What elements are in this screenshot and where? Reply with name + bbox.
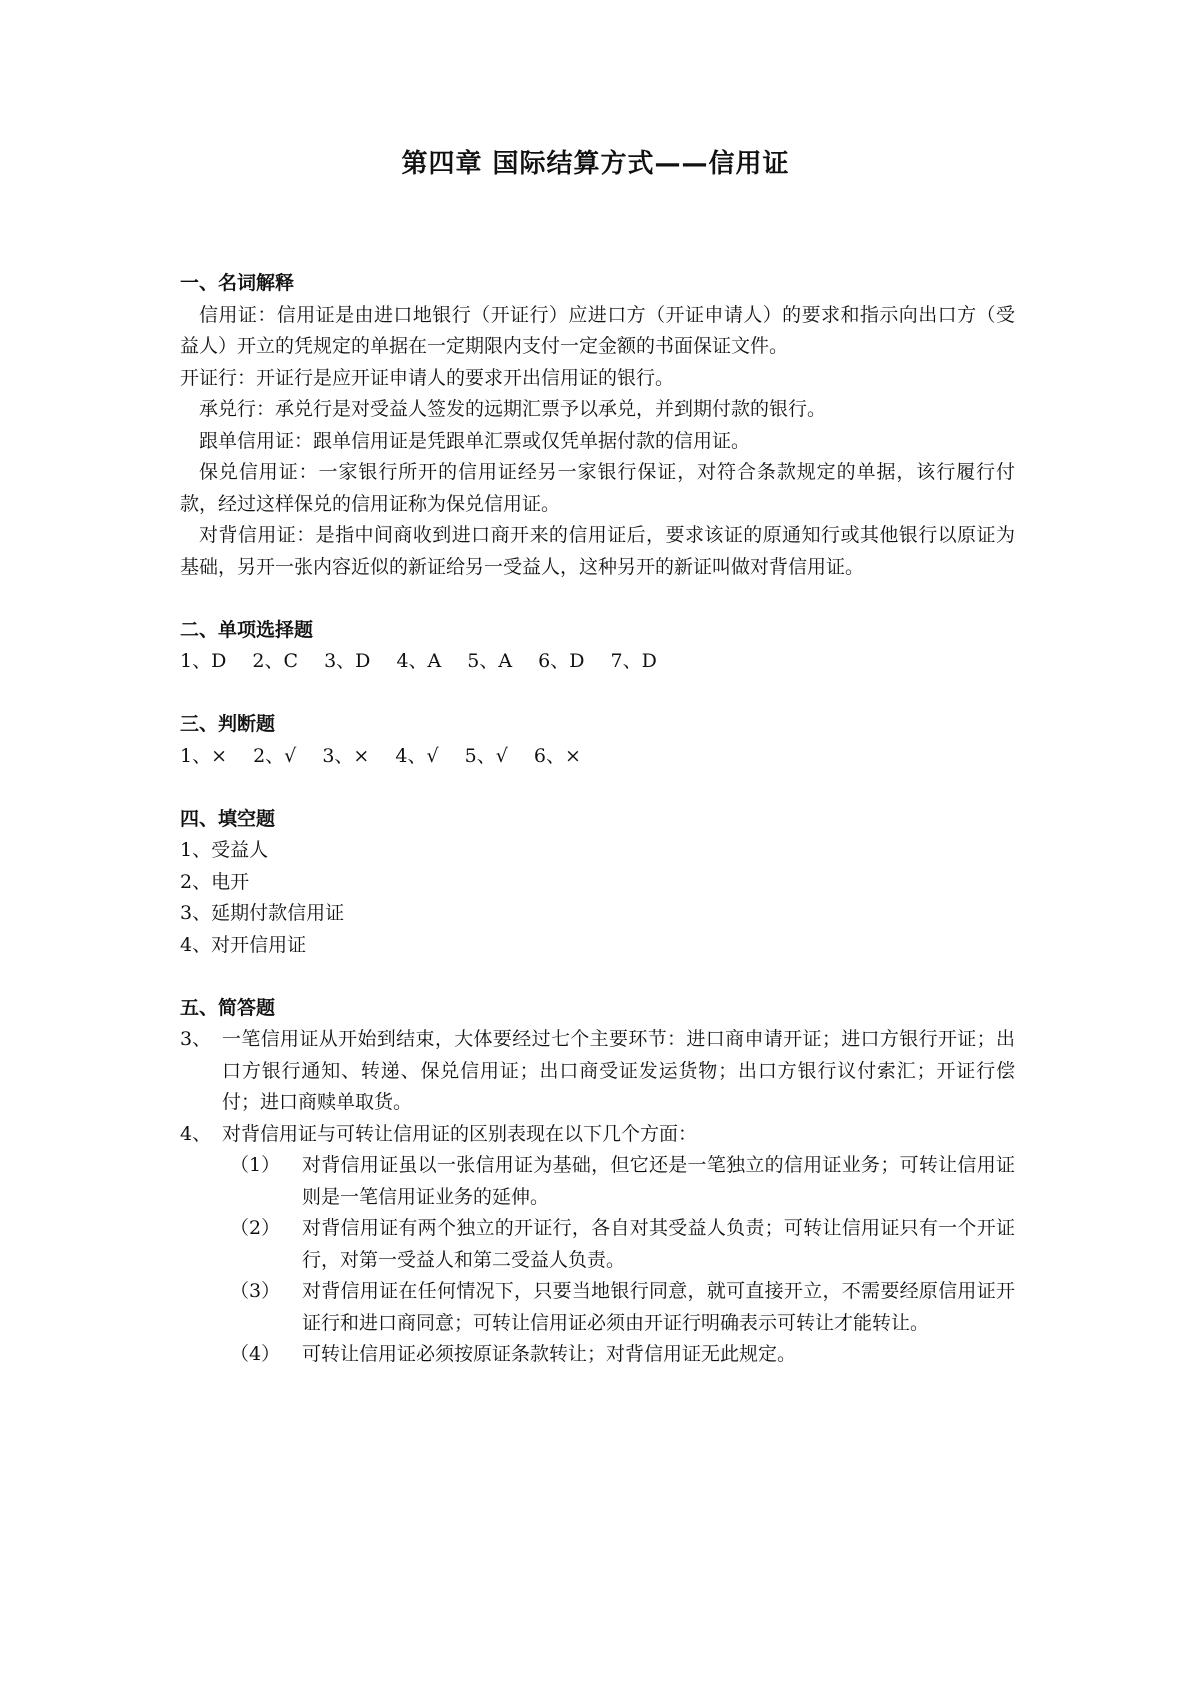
- sub-point-1: [180, 1150, 1015, 1213]
- answer-item: 5、√: [464, 744, 508, 767]
- answer-item: 3、×: [322, 744, 370, 767]
- sub-point-2: [180, 1213, 1015, 1276]
- sub-point-text: 可转让信用证必须按原证条款转让；对背信用证无此规定。: [302, 1343, 797, 1365]
- multiple-choice-answers: [180, 646, 1015, 678]
- answer-item: 5、A: [467, 650, 513, 672]
- answer-item: 7、D: [610, 650, 657, 672]
- definition-confirmed-credit: 保兑信用证：一家银行所开的信用证经另一家银行保证，对符合条款规定的单据，该行履行付款，经过这样保兑的信用证称为保兑信用证。: [180, 461, 1015, 515]
- answer-item: 6、D: [538, 650, 585, 672]
- definition-documentary-credit: 跟单信用证：跟单信用证是凭跟单汇票或仅凭单据付款的信用证。: [199, 429, 751, 452]
- answer-item: 4、√: [395, 744, 439, 767]
- answer-item: 1、D: [180, 650, 227, 672]
- sub-point-number: （2）: [230, 1217, 281, 1239]
- fill-in-answer: 3、延期付款信用证: [180, 902, 345, 924]
- definition-letter-of-credit: 信用证：信用证是由进口地银行（开证行）应进口方（开证申请人）的要求和指示向出口方（受益人）开立的凭规定的单据在一定期限内支付一定金额的书面保证文件。: [180, 303, 1015, 357]
- fill-in-answer: 2、电开: [180, 870, 250, 893]
- definition-back-to-back-credit: 对背信用证：是指中间商收到进口商开来的信用证后，要求该证的原通知行或其他银行以原证为基础，另开一张内容近似的新证给另一受益人，这种另开的新证叫做对背信用证。: [180, 524, 1015, 578]
- answer-item: 2、√: [253, 744, 297, 767]
- item-text: 一笔信用证从开始到结束，大体要经过七个主要环节：进口商申请开证；进口方银行开证；出口方银行通知、转递、保兑信用证；出口商受证发运货物；出口方银行议付索汇；开证行偿付；进口商赎单取货。: [222, 1028, 1015, 1113]
- answer-item: 2、C: [252, 650, 299, 672]
- item-number: 4、: [180, 1122, 212, 1145]
- true-false-answers: [180, 741, 1015, 773]
- sub-point-text: 对背信用证有两个独立的开证行，各自对其受益人负责；可转让信用证只有一个开证行，对第一受益人和第二受益人负责。: [302, 1217, 1015, 1271]
- sub-point-4: [180, 1339, 1015, 1371]
- short-answer-4: [180, 1119, 1015, 1151]
- fill-in-answer: 4、对开信用证: [180, 933, 307, 956]
- definition-accepting-bank: 承兑行：承兑行是对受益人签发的远期汇票予以承兑，并到期付款的银行。: [199, 398, 827, 420]
- short-answer-3: [180, 1024, 1015, 1119]
- section-heading-short-answer: 五、简答题: [180, 996, 276, 1019]
- sub-point-text: 对背信用证在任何情况下，只要当地银行同意，就可直接开立，不需要经原信用证开证行和进口商同意；可转让信用证必须由开证行明确表示可转让才能转让。: [302, 1280, 1015, 1334]
- fill-in-answer: 1、受益人: [180, 839, 269, 861]
- sub-point-number: （4）: [230, 1343, 281, 1365]
- document-body: [180, 268, 1015, 1371]
- section-heading-true-false: 三、判断题: [180, 713, 276, 735]
- sub-point-text: 对背信用证虽以一张信用证为基础，但它还是一笔独立的信用证业务；可转让信用证则是一笔信用证业务的延伸。: [302, 1154, 1015, 1208]
- section-heading-multiple-choice: 二、单项选择题: [180, 618, 314, 641]
- page-title: 第四章 国际结算方式——信用证: [401, 149, 790, 179]
- sub-point-number: （1）: [230, 1154, 281, 1176]
- answer-item: 4、A: [396, 650, 442, 672]
- section-heading-terms: 一、名词解释: [180, 272, 295, 294]
- sub-point-number: （3）: [230, 1280, 281, 1302]
- definition-issuing-bank: 开证行：开证行是应开证申请人的要求开出信用证的银行。: [180, 366, 675, 389]
- answer-item: 1、×: [180, 744, 228, 767]
- answer-item: 3、D: [324, 650, 371, 672]
- section-heading-fill-in: 四、填空题: [180, 807, 276, 830]
- answer-item: 6、×: [533, 744, 581, 767]
- item-text: 对背信用证与可转让信用证的区别表现在以下几个方面：: [222, 1122, 698, 1145]
- sub-point-3: [180, 1276, 1015, 1339]
- item-number: 3、: [180, 1028, 212, 1050]
